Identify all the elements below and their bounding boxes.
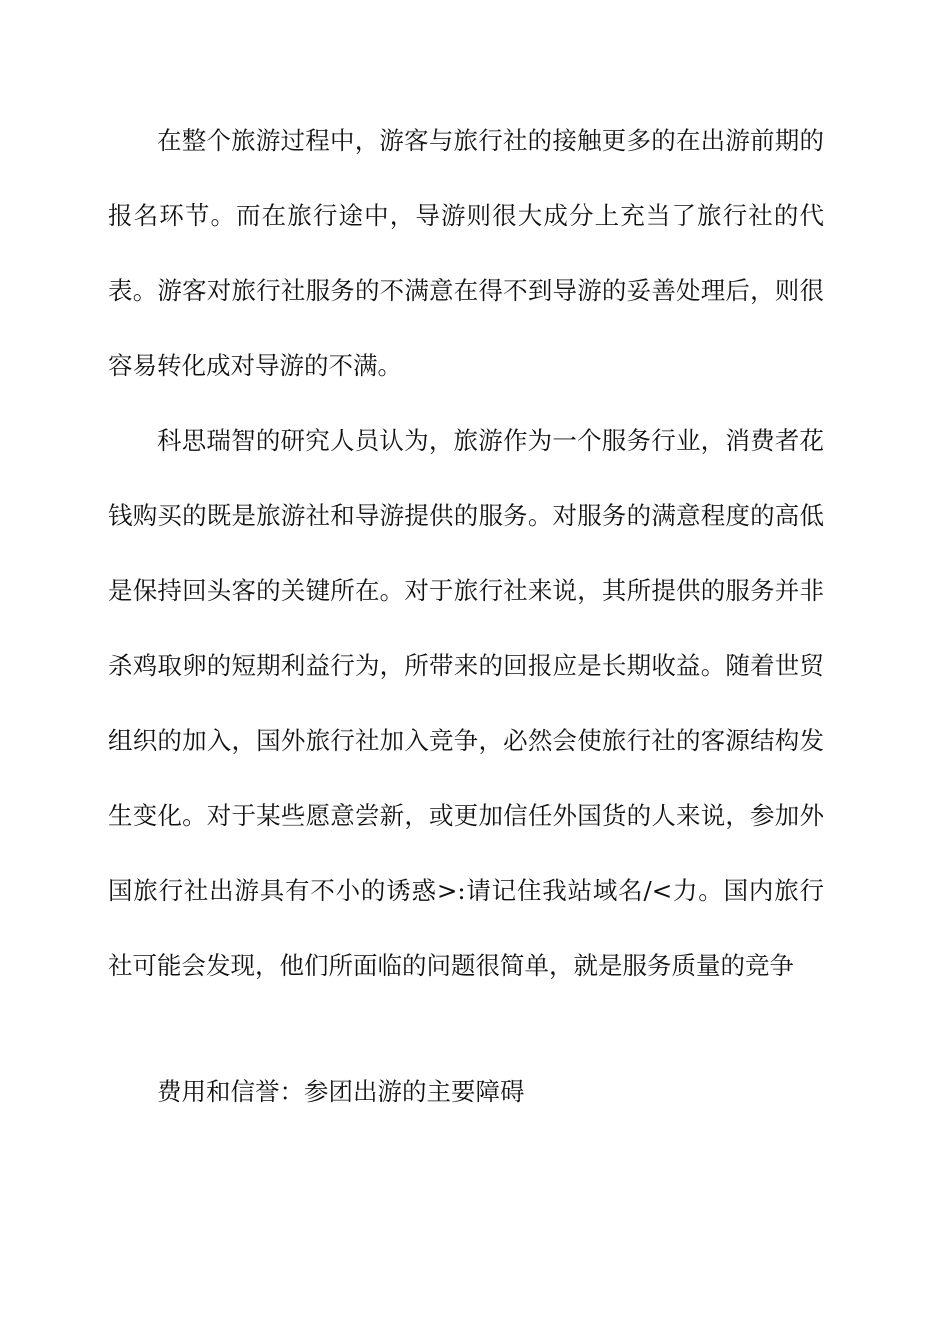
paragraph-travel-contact: 在整个旅游过程中，游客与旅行社的接触更多的在出游前期的报名环节。而在旅行途中，导游则很大成分上充当了旅行社的代表。游客对旅行社服务的不满意在得不到导游的妥善处理后，则很容易转化成对导游的不满。 — [108, 126, 824, 380]
paragraph-block-1 — [108, 103, 824, 403]
paragraph-service-competition: 科思瑞智的研究人员认为，旅游作为一个服务行业，消费者花钱购买的既是旅游社和导游提供的服务。对服务的满意程度的高低是保持回头客的关键所在。对于旅行社来说，其所提供的服务并非杀鸡取卵的短期利益行为，所带来的回报应是长期收益。随着世贸组织的加入，国外旅行社加入竞争，必然会使旅行社的客源结构发生变化。对于某些愿意尝新，或更加信任外国货的人来说，参加外国旅行社出游具有不小的诱惑>:请记住我站域名/<力。国内旅行社可能会发现，他们所面临的问题很简单，就是服务质量的竞争 — [108, 426, 824, 980]
paragraph-block-3 — [108, 1066, 824, 1118]
section-heading-cost-reputation: 费用和信誉：参团出游的主要障碍 — [157, 1077, 525, 1106]
paragraph-block-2 — [108, 403, 824, 1003]
